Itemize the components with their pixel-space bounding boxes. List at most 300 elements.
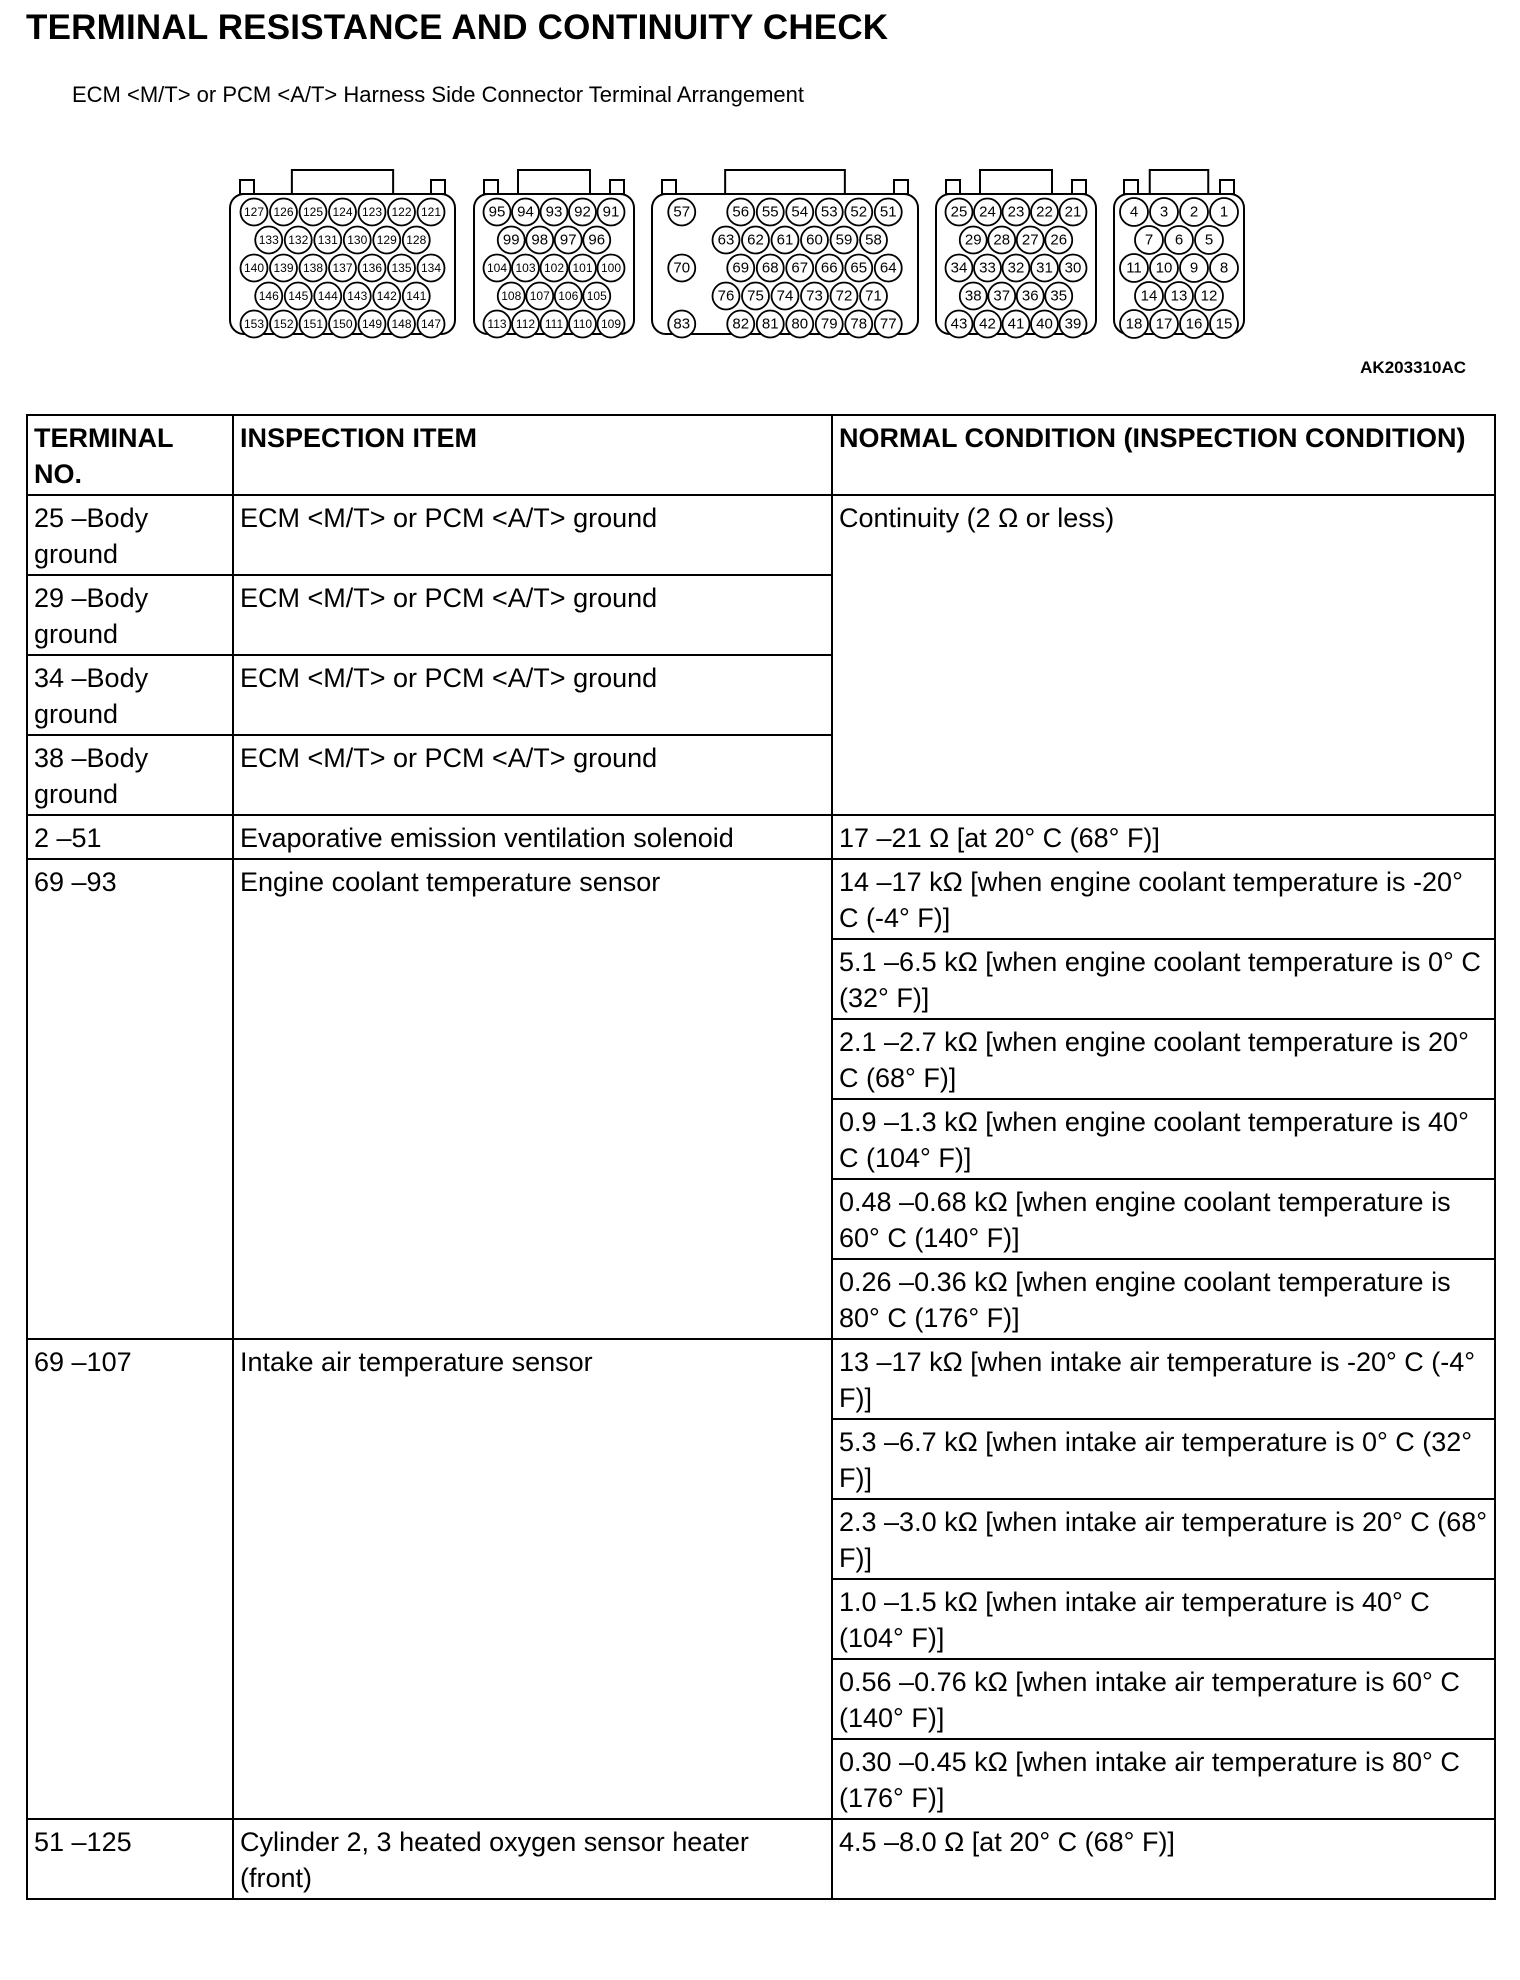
terminal-pin (314, 227, 341, 254)
terminal-pin (860, 283, 887, 310)
terminal-label: 149 (361, 317, 383, 331)
terminal-pin (241, 311, 268, 338)
connector-block (474, 170, 634, 338)
terminal-pin (526, 283, 553, 310)
terminal-pin (1210, 254, 1238, 282)
terminal-label: 58 (865, 231, 882, 249)
terminal-label: 134 (420, 261, 442, 275)
figure-code: AK203310AC (1360, 358, 1466, 377)
condition-cell: 0.30 –0.45 kΩ [when intake air temperature is 80° C (176° F)] (832, 1739, 1495, 1819)
terminal-pin (583, 283, 610, 310)
terminal-label: 147 (420, 317, 442, 331)
terminal-pin (1150, 310, 1178, 338)
terminal-pin (270, 199, 297, 226)
terminal-label: 103 (515, 261, 536, 275)
terminal-pin (583, 227, 610, 254)
terminal-label: 109 (600, 317, 622, 331)
terminal-pin (713, 283, 740, 310)
terminal-label: 124 (332, 205, 353, 219)
terminal-pin (418, 255, 445, 282)
condition-cell: 1.0 –1.5 kΩ [when intake air temperature is 40° C (104° F)] (832, 1579, 1495, 1659)
terminal-pin (255, 283, 282, 310)
terminal-pin (403, 227, 430, 254)
terminal-pin (727, 311, 754, 338)
terminal-pin (555, 283, 582, 310)
terminal-label: 93 (545, 203, 563, 221)
terminal-label: 11 (1126, 259, 1142, 277)
terminal-pin (801, 227, 828, 254)
terminal-label: 128 (406, 233, 427, 247)
resistance-table (26, 414, 1496, 1900)
terminal-pin (960, 283, 987, 310)
terminal-pin (801, 283, 828, 310)
terminal-label: 22 (1036, 203, 1053, 221)
terminal-label: 62 (747, 231, 764, 249)
condition-cell: Continuity (2 Ω or less) (832, 495, 1495, 815)
terminal-label: 7 (1144, 231, 1154, 249)
terminal-pin (270, 255, 297, 282)
terminal-label: 111 (544, 317, 564, 331)
terminal-label: 102 (543, 261, 565, 275)
item-cell: ECM <M/T> or PCM <A/T> ground (233, 735, 832, 815)
terminal-label: 113 (487, 317, 507, 331)
terminal-label: 151 (302, 317, 324, 331)
terminal-label: 145 (288, 289, 309, 303)
terminal-label: 152 (273, 317, 294, 331)
terminal-pin (668, 255, 695, 282)
connector-block (1114, 170, 1244, 338)
condition-cell: 0.9 –1.3 kΩ [when engine coolant temperature is 40° C (104° F)] (832, 1099, 1495, 1179)
header-inspection-item: INSPECTION ITEM (233, 415, 832, 495)
item-cell: Intake air temperature sensor (233, 1339, 832, 1819)
terminal-label: 65 (850, 259, 868, 277)
item-cell: Evaporative emission ventilation solenoid (233, 815, 832, 859)
terminal-label: 137 (332, 261, 353, 275)
terminal-pin (974, 255, 1001, 282)
terminal-label: 13 (1170, 287, 1188, 305)
terminal-label: 66 (820, 259, 838, 277)
terminal-pin (329, 199, 356, 226)
terminal-label: 28 (993, 231, 1011, 249)
item-cell: ECM <M/T> or PCM <A/T> ground (233, 495, 832, 575)
terminal-pin (359, 255, 386, 282)
terminal-pin (1210, 198, 1238, 226)
terminal-label: 55 (761, 203, 779, 221)
terminal-pin (512, 255, 539, 282)
terminal-label: 23 (1007, 203, 1025, 221)
terminal-pin (373, 283, 400, 310)
terminal-pin (988, 227, 1015, 254)
terminal-pin (388, 255, 415, 282)
condition-cell: 4.5 –8.0 Ω [at 20° C (68° F)] (832, 1819, 1495, 1899)
terminal-label: 69 (732, 259, 750, 277)
terminal-pin (388, 311, 415, 338)
terminal-pin (484, 311, 511, 338)
terminal-label: 130 (347, 233, 368, 247)
terminal-label: 2 (1189, 203, 1199, 221)
condition-cell: 13 –17 kΩ [when intake air temperature is -20° C (-4° F)] (832, 1339, 1495, 1419)
terminal-label: 6 (1174, 231, 1184, 249)
terminal-pin (1195, 282, 1223, 310)
terminal-label: 68 (761, 259, 779, 277)
terminal-pin (786, 199, 813, 226)
table-row (27, 815, 1495, 859)
connector-diagram (0, 150, 1520, 350)
terminal-label: 16 (1185, 315, 1203, 333)
terminal-label: 60 (806, 231, 823, 249)
terminal-label: 56 (732, 203, 750, 221)
terminal-pin (555, 227, 582, 254)
terminal-pin (816, 311, 843, 338)
terminal-label: 141 (406, 289, 427, 303)
terminal-pin (757, 199, 784, 226)
terminal-pin (974, 311, 1001, 338)
terminal-label: 150 (332, 317, 353, 331)
terminal-pin (418, 199, 445, 226)
terminal-pin (786, 311, 813, 338)
terminal-label: 8 (1219, 259, 1229, 277)
terminal-pin (1017, 283, 1044, 310)
condition-cell: 2.3 –3.0 kΩ [when intake air temperature is 20° C (68° F)] (832, 1499, 1495, 1579)
terminal-pin (1060, 199, 1087, 226)
terminal-pin (388, 199, 415, 226)
terminal-label: 38 (964, 287, 982, 305)
terminal-pin (484, 255, 511, 282)
terminal-pin (403, 283, 430, 310)
condition-cell: 0.56 –0.76 kΩ [when intake air temperature is 60° C (140° F)] (832, 1659, 1495, 1739)
terminal-pin (1060, 255, 1087, 282)
terminal-pin (960, 227, 987, 254)
terminal-label: 126 (273, 205, 294, 219)
terminal-pin (845, 255, 872, 282)
connector-block (652, 170, 918, 338)
terminal-pin (772, 227, 799, 254)
terminal-pin (512, 311, 539, 338)
terminal-label: 34 (950, 259, 968, 277)
terminal-pin (359, 199, 386, 226)
terminal-pin (329, 255, 356, 282)
terminal-label: 71 (865, 287, 882, 305)
terminal-pin (1120, 198, 1148, 226)
terminal-pin (946, 255, 973, 282)
terminal-pin (946, 199, 973, 226)
terminal-label: 31 (1036, 259, 1053, 277)
terminal-pin (300, 255, 327, 282)
condition-cell: 0.48 –0.68 kΩ [when engine coolant temperature is 60° C (140° F)] (832, 1179, 1495, 1259)
terminal-label: 83 (673, 315, 691, 333)
terminal-label: 81 (761, 315, 779, 333)
terminal-pin (757, 255, 784, 282)
terminal-pin (541, 255, 568, 282)
terminal-pin (418, 311, 445, 338)
terminal-pin (772, 283, 799, 310)
terminal-label: 98 (531, 231, 549, 249)
terminal-pin (1031, 199, 1058, 226)
terminal-label: 29 (964, 231, 982, 249)
terminal-label: 107 (529, 289, 550, 303)
terminal-label: 133 (258, 233, 279, 247)
terminal-pin (484, 199, 511, 226)
terminal-pin (241, 199, 268, 226)
terminal-cell: 51 –125 (27, 1819, 233, 1899)
condition-cell: 14 –17 kΩ [when engine coolant temperature is -20° C (-4° F)] (832, 859, 1495, 939)
terminal-label: 14 (1140, 287, 1158, 305)
terminal-label: 80 (791, 315, 809, 333)
terminal-pin (1165, 226, 1193, 254)
terminal-label: 57 (673, 203, 691, 221)
terminal-pin (1210, 310, 1238, 338)
terminal-pin (1180, 310, 1208, 338)
terminal-pin (285, 283, 312, 310)
terminal-label: 67 (791, 259, 809, 277)
terminal-label: 63 (717, 231, 735, 249)
condition-cell: 5.1 –6.5 kΩ [when engine coolant temperature is 0° C (32° F)] (832, 939, 1495, 1019)
terminal-label: 12 (1200, 287, 1218, 305)
terminal-label: 135 (391, 261, 412, 275)
terminal-pin (569, 255, 596, 282)
item-cell: Engine coolant temperature sensor (233, 859, 832, 1339)
terminal-label: 97 (559, 231, 577, 249)
terminal-label: 78 (850, 315, 868, 333)
terminal-label: 143 (347, 289, 368, 303)
item-cell: ECM <M/T> or PCM <A/T> ground (233, 575, 832, 655)
terminal-pin (1045, 283, 1072, 310)
item-cell: Cylinder 2, 3 heated oxygen sensor heater (front) (233, 1819, 832, 1899)
terminal-label: 76 (717, 287, 735, 305)
terminal-pin (1031, 255, 1058, 282)
terminal-pin (988, 283, 1015, 310)
terminal-label: 146 (258, 289, 279, 303)
terminal-cell: 38 –Body ground (27, 735, 233, 815)
table-header-row (27, 415, 1495, 495)
table-row (27, 1819, 1495, 1899)
terminal-label: 79 (820, 315, 838, 333)
terminal-pin (1003, 311, 1030, 338)
terminal-pin (816, 199, 843, 226)
page-title: TERMINAL RESISTANCE AND CONTINUITY CHECK (26, 8, 889, 47)
terminal-label: 59 (835, 231, 853, 249)
terminal-label: 131 (317, 233, 338, 247)
terminal-label: 101 (572, 261, 593, 275)
terminal-pin (875, 199, 902, 226)
terminal-label: 74 (776, 287, 794, 305)
terminal-pin (512, 199, 539, 226)
terminal-pin (742, 227, 769, 254)
terminal-pin (668, 311, 695, 338)
terminal-cell: 69 –107 (27, 1339, 233, 1819)
terminal-label: 24 (979, 203, 996, 221)
diagram-caption: ECM <M/T> or PCM <A/T> Harness Side Connector Terminal Arrangement (72, 82, 804, 107)
terminal-label: 72 (835, 287, 853, 305)
condition-cell: 5.3 –6.7 kΩ [when intake air temperature is 0° C (32° F)] (832, 1419, 1495, 1499)
terminal-label: 123 (361, 205, 383, 219)
terminal-label: 99 (502, 231, 520, 249)
terminal-label: 73 (806, 287, 823, 305)
terminal-label: 127 (243, 205, 265, 219)
terminal-label: 40 (1036, 315, 1053, 333)
terminal-label: 153 (243, 317, 265, 331)
terminal-label: 122 (391, 205, 412, 219)
table-row (27, 495, 1495, 575)
terminal-pin (314, 283, 341, 310)
condition-cell: 2.1 –2.7 kΩ [when engine coolant temperature is 20° C (68° F)] (832, 1019, 1495, 1099)
terminal-pin (974, 199, 1001, 226)
terminal-label: 110 (572, 317, 593, 331)
terminal-pin (255, 227, 282, 254)
terminal-pin (541, 199, 568, 226)
terminal-pin (329, 311, 356, 338)
terminal-label: 140 (243, 261, 265, 275)
terminal-pin (1031, 311, 1058, 338)
terminal-label: 112 (515, 317, 536, 331)
terminal-pin (1135, 226, 1163, 254)
terminal-label: 15 (1215, 315, 1233, 333)
terminal-pin (727, 199, 754, 226)
terminal-pin (373, 227, 400, 254)
terminal-label: 21 (1064, 203, 1082, 221)
terminal-label: 132 (288, 233, 309, 247)
terminal-pin (668, 199, 695, 226)
terminal-pin (1120, 310, 1148, 338)
terminal-label: 39 (1064, 315, 1082, 333)
terminal-pin (300, 311, 327, 338)
terminal-pin (241, 255, 268, 282)
table-row (27, 859, 1495, 939)
terminal-label: 4 (1129, 203, 1139, 221)
terminal-pin (569, 311, 596, 338)
terminal-pin (1195, 226, 1223, 254)
connector-block (230, 170, 455, 338)
terminal-label: 53 (820, 203, 838, 221)
terminal-label: 32 (1007, 259, 1025, 277)
terminal-pin (498, 227, 525, 254)
terminal-pin (860, 227, 887, 254)
terminal-label: 148 (391, 317, 412, 331)
terminal-label: 33 (979, 259, 996, 277)
terminal-label: 139 (273, 261, 294, 275)
terminal-label: 104 (486, 261, 508, 275)
condition-cell: 17 –21 Ω [at 20° C (68° F)] (832, 815, 1495, 859)
condition-cell: 0.26 –0.36 kΩ [when engine coolant temperature is 80° C (176° F)] (832, 1259, 1495, 1339)
terminal-label: 35 (1050, 287, 1068, 305)
terminal-pin (831, 227, 858, 254)
terminal-label: 5 (1204, 231, 1214, 249)
terminal-pin (786, 255, 813, 282)
terminal-label: 9 (1189, 259, 1199, 277)
terminal-label: 136 (361, 261, 383, 275)
terminal-cell: 69 –93 (27, 859, 233, 1339)
terminal-pin (1135, 282, 1163, 310)
terminal-pin (1017, 227, 1044, 254)
terminal-cell: 2 –51 (27, 815, 233, 859)
terminal-pin (845, 199, 872, 226)
terminal-label: 18 (1125, 315, 1143, 333)
terminal-label: 17 (1155, 315, 1173, 333)
terminal-pin (757, 311, 784, 338)
terminal-label: 105 (586, 289, 607, 303)
terminal-label: 25 (950, 203, 968, 221)
terminal-label: 30 (1064, 259, 1082, 277)
terminal-pin (1003, 199, 1030, 226)
terminal-label: 26 (1050, 231, 1068, 249)
terminal-label: 144 (317, 289, 338, 303)
terminal-pin (845, 311, 872, 338)
terminal-pin (526, 227, 553, 254)
terminal-pin (875, 255, 902, 282)
terminal-pin (285, 227, 312, 254)
terminal-pin (1045, 227, 1072, 254)
terminal-pin (359, 311, 386, 338)
terminal-cell: 29 –Body ground (27, 575, 233, 655)
terminal-pin (569, 199, 596, 226)
terminal-label: 51 (879, 203, 897, 221)
terminal-pin (742, 283, 769, 310)
terminal-label: 108 (501, 289, 522, 303)
terminal-pin (300, 199, 327, 226)
terminal-pin (831, 283, 858, 310)
terminal-label: 82 (732, 315, 750, 333)
terminal-label: 142 (376, 289, 397, 303)
terminal-pin (344, 283, 371, 310)
terminal-label: 92 (574, 203, 591, 221)
header-terminal: TERMINAL NO. (27, 415, 233, 495)
terminal-label: 54 (791, 203, 809, 221)
terminal-label: 61 (776, 231, 794, 249)
terminal-pin (1120, 254, 1148, 282)
terminal-label: 64 (879, 259, 897, 277)
item-cell: ECM <M/T> or PCM <A/T> ground (233, 655, 832, 735)
terminal-label: 27 (1021, 231, 1039, 249)
terminal-pin (713, 227, 740, 254)
terminal-label: 77 (879, 315, 897, 333)
terminal-label: 52 (850, 203, 868, 221)
terminal-pin (875, 311, 902, 338)
terminal-label: 43 (950, 315, 968, 333)
terminal-pin (1180, 198, 1208, 226)
terminal-label: 121 (420, 205, 442, 219)
terminal-pin (498, 283, 525, 310)
terminal-cell: 25 –Body ground (27, 495, 233, 575)
terminal-pin (541, 311, 568, 338)
terminal-label: 91 (602, 203, 620, 221)
terminal-pin (598, 255, 625, 282)
terminal-label: 96 (588, 231, 606, 249)
terminal-pin (598, 311, 625, 338)
terminal-label: 100 (600, 261, 622, 275)
terminal-pin (1003, 255, 1030, 282)
terminal-label: 129 (376, 233, 397, 247)
terminal-label: 94 (517, 203, 534, 221)
terminal-pin (816, 255, 843, 282)
connector-block (936, 170, 1096, 338)
terminal-pin (1165, 282, 1193, 310)
terminal-label: 106 (558, 289, 579, 303)
terminal-pin (1180, 254, 1208, 282)
terminal-label: 41 (1007, 315, 1025, 333)
terminal-pin (344, 227, 371, 254)
terminal-label: 42 (979, 315, 996, 333)
terminal-label: 10 (1155, 259, 1173, 277)
table-row (27, 1339, 1495, 1419)
terminal-label: 138 (302, 261, 324, 275)
terminal-label: 1 (1219, 203, 1229, 221)
terminal-label: 95 (488, 203, 506, 221)
terminal-label: 37 (993, 287, 1011, 305)
terminal-pin (270, 311, 297, 338)
terminal-pin (1150, 198, 1178, 226)
terminal-label: 3 (1159, 203, 1169, 221)
terminal-label: 70 (673, 259, 691, 277)
